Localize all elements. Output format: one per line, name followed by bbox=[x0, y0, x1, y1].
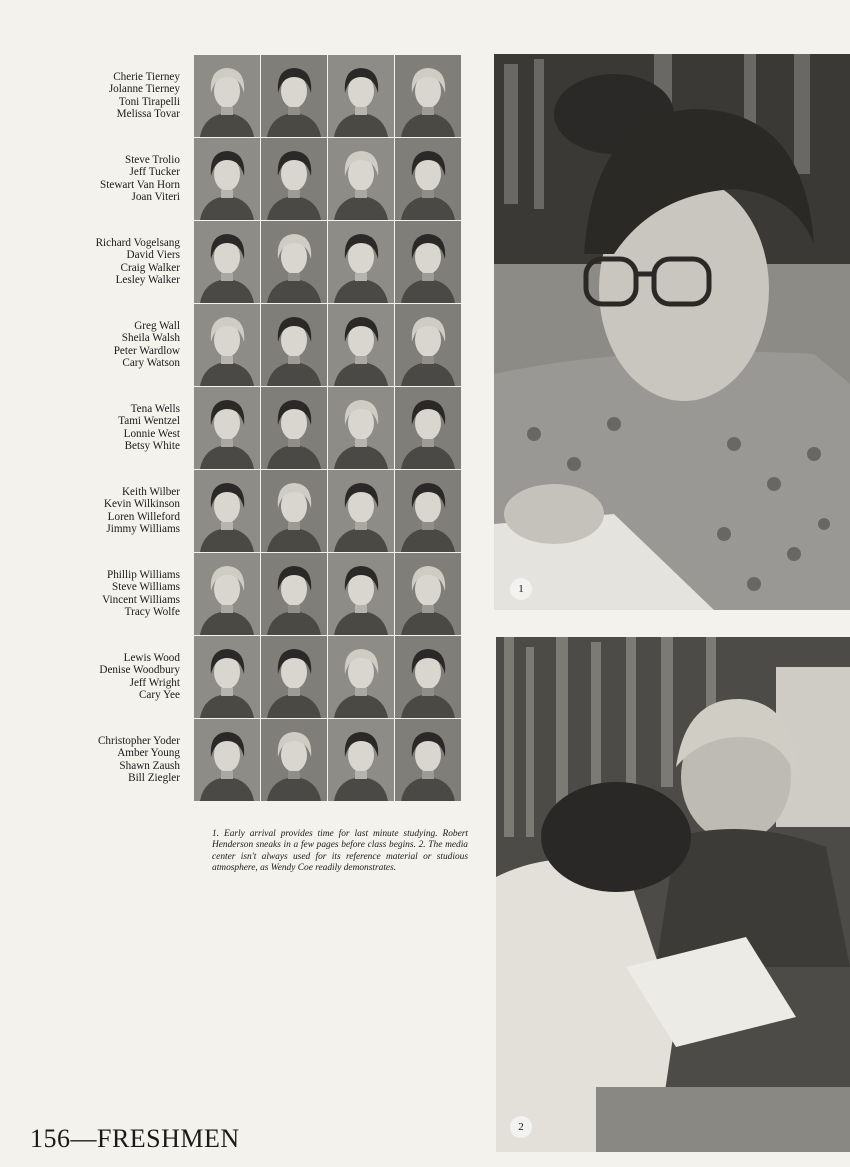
student-portrait bbox=[194, 719, 260, 801]
student-portrait bbox=[328, 470, 394, 552]
photo-caption: 1. Early arrival provides time for last minute studying. Robert Henderson sneaks in a few pages before class begins. 2. The media center isn't always used for its reference material or studious atmosphere, as Wendy Coe readily demonstrates. bbox=[212, 829, 468, 874]
student-portrait bbox=[194, 304, 260, 386]
student-portrait bbox=[194, 387, 260, 469]
student-portrait bbox=[194, 55, 260, 137]
student-portrait bbox=[261, 719, 327, 801]
student-portrait bbox=[395, 55, 461, 137]
student-name: Sheila Walsh bbox=[121, 332, 180, 345]
student-portrait bbox=[261, 387, 327, 469]
portrait-strip bbox=[194, 470, 462, 552]
student-name: Lewis Wood bbox=[123, 652, 180, 664]
student-portrait bbox=[395, 553, 461, 635]
student-portrait bbox=[261, 636, 327, 718]
student-portrait bbox=[395, 719, 461, 801]
student-name: Stewart Van Horn bbox=[100, 178, 180, 191]
student-name: Melissa Tovar bbox=[116, 108, 180, 121]
student-portrait bbox=[194, 636, 260, 718]
photo-2-number: 2 bbox=[510, 1116, 532, 1138]
student-name: Lesley Walker bbox=[115, 274, 180, 287]
student-portrait bbox=[261, 138, 327, 220]
student-name: Jeff Wright bbox=[129, 676, 180, 689]
portrait-strip bbox=[194, 636, 462, 718]
student-portrait bbox=[328, 636, 394, 718]
roster-row bbox=[0, 55, 470, 137]
student-name: Jolanne Tierney bbox=[108, 83, 180, 96]
student-name: Cary Yee bbox=[138, 689, 180, 702]
student-name: Amber Young bbox=[117, 747, 180, 760]
student-name: Tami Wentzel bbox=[118, 415, 180, 428]
student-name: Cary Watson bbox=[122, 357, 180, 370]
student-portrait bbox=[328, 387, 394, 469]
portrait-strip bbox=[194, 304, 462, 386]
student-name: David Viers bbox=[126, 249, 180, 262]
student-name-list bbox=[0, 735, 180, 785]
student-portrait bbox=[395, 138, 461, 220]
portrait-strip bbox=[194, 221, 462, 303]
student-name: Lonnie West bbox=[123, 427, 180, 440]
portrait-strip bbox=[194, 138, 462, 220]
student-name: Kevin Wilkinson bbox=[103, 498, 180, 511]
student-name: Phillip Williams bbox=[106, 569, 180, 581]
student-portrait bbox=[395, 387, 461, 469]
student-portrait bbox=[328, 138, 394, 220]
photo-2-image bbox=[496, 637, 850, 1152]
student-name: Jeff Tucker bbox=[129, 166, 180, 179]
student-name: Denise Woodbury bbox=[99, 664, 180, 677]
roster-row bbox=[0, 221, 470, 303]
student-name: Vincent Williams bbox=[102, 593, 180, 606]
student-name-list bbox=[0, 154, 180, 204]
student-name: Steve Williams bbox=[111, 581, 180, 594]
student-portrait bbox=[328, 55, 394, 137]
roster-row bbox=[0, 387, 470, 469]
student-name: Steve Trolio bbox=[124, 154, 180, 166]
photo-1-image bbox=[494, 54, 850, 610]
roster-row bbox=[0, 553, 470, 635]
student-portrait bbox=[395, 636, 461, 718]
student-name-list bbox=[0, 71, 180, 121]
roster-row bbox=[0, 636, 470, 718]
student-name: Toni Tirapelli bbox=[118, 95, 180, 108]
student-name: Loren Willeford bbox=[107, 510, 180, 523]
student-name-list bbox=[0, 652, 180, 702]
student-name: Joan Viteri bbox=[131, 191, 180, 204]
student-name-list bbox=[0, 403, 180, 453]
student-name: Jimmy Williams bbox=[106, 523, 180, 536]
student-portrait bbox=[194, 470, 260, 552]
student-name-list bbox=[0, 569, 180, 619]
student-portrait bbox=[194, 553, 260, 635]
student-name: Shawn Zaush bbox=[119, 759, 180, 772]
roster-row bbox=[0, 138, 470, 220]
student-portrait bbox=[328, 719, 394, 801]
footer-separator: — bbox=[70, 1124, 97, 1153]
student-name: Tracy Wolfe bbox=[124, 606, 180, 619]
student-name: Craig Walker bbox=[120, 261, 180, 274]
student-name: Cherie Tierney bbox=[113, 71, 180, 83]
section-title: FRESHMEN bbox=[97, 1124, 240, 1153]
student-name: Bill Ziegler bbox=[128, 772, 180, 785]
student-portrait bbox=[261, 470, 327, 552]
roster-row bbox=[0, 304, 470, 386]
student-portrait bbox=[261, 55, 327, 137]
student-portrait bbox=[194, 138, 260, 220]
student-portrait bbox=[261, 553, 327, 635]
photo-2-media-center bbox=[496, 637, 850, 1152]
student-name-list bbox=[0, 237, 180, 287]
portrait-strip bbox=[194, 719, 462, 801]
student-portrait bbox=[395, 221, 461, 303]
student-portrait bbox=[261, 304, 327, 386]
roster-row bbox=[0, 470, 470, 552]
student-name: Peter Wardlow bbox=[113, 344, 180, 357]
student-name: Christopher Yoder bbox=[97, 735, 180, 747]
portrait-strip bbox=[194, 55, 462, 137]
page-footer bbox=[30, 1124, 240, 1154]
student-portrait bbox=[328, 304, 394, 386]
student-portrait bbox=[261, 221, 327, 303]
student-portrait bbox=[328, 553, 394, 635]
student-portrait bbox=[194, 221, 260, 303]
page-number: 156 bbox=[30, 1124, 71, 1153]
student-name: Tena Wells bbox=[130, 403, 180, 415]
student-name: Richard Vogelsang bbox=[95, 237, 180, 249]
student-portrait bbox=[328, 221, 394, 303]
student-name-list bbox=[0, 486, 180, 536]
student-portrait bbox=[395, 304, 461, 386]
student-name: Greg Wall bbox=[134, 320, 180, 332]
student-name: Keith Wilber bbox=[121, 486, 180, 498]
student-name-list bbox=[0, 320, 180, 370]
photo-1-number: 1 bbox=[510, 578, 532, 600]
photo-1-student-reading bbox=[494, 54, 850, 610]
roster-row bbox=[0, 719, 470, 801]
student-portrait bbox=[395, 470, 461, 552]
portrait-strip bbox=[194, 387, 462, 469]
student-name: Betsy White bbox=[124, 440, 180, 453]
portrait-strip bbox=[194, 553, 462, 635]
